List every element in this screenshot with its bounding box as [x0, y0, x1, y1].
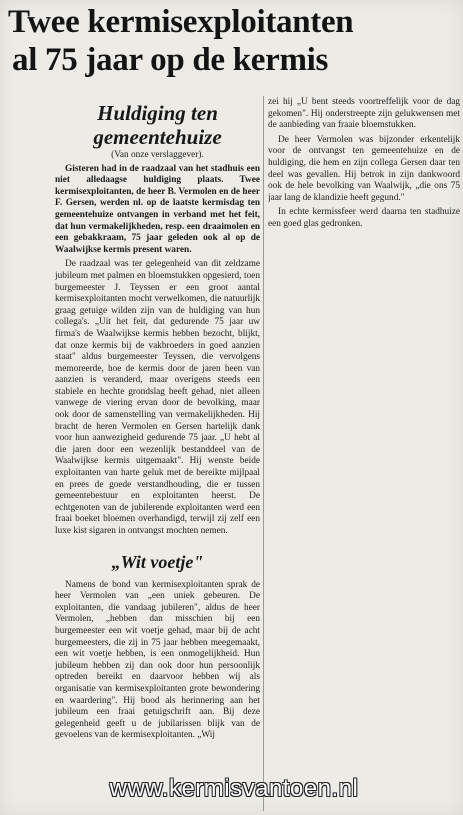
headline-line-1: Twee kermisexploitanten	[8, 4, 354, 40]
article-right-column	[268, 97, 460, 257]
article-left-column	[55, 97, 260, 805]
body-paragraph: zei hij „U bent steeds voortreffelijk voor de dag gekomen". Hij onderstreepte zijn gelukwensen met de aanbieding van fraaie bloemstukken.	[268, 97, 460, 131]
column-divider	[263, 96, 264, 811]
subhead-wit-voetje: „Wit voetje"	[111, 551, 204, 572]
body-paragraph: Namens de bond van kermisexploitanten sprak de heer Vermolen van „een uniek gebeuren. De exploitanten, die vandaag jubileren", aldus de heer Vermolen, „hebben dan misschien bij een burgemeester een wit voetje gehad, maar bij de acht burgemeesters, die zij in 75 jaar hebben meegemaakt, een wit voetje hebben, is een onmogelijkheid. Hun jubileum hebben zij dan ook door hun persoonlijk optreden bereikt en daarvoor hebben wij als organisatie van kermisexploitanten grote bewondering en waardering". Hij bood als herinnering aan het jubileum een fraai getuigschrift aan. Bij deze gelegenheid geeft u de jubilarissen blijk van de gevoelens van de kermisexploitanten. „Wij	[55, 579, 260, 741]
body-paragraph: De heer Vermolen was bijzonder erkentelijk voor de ontvangst ten gemeentehuize en de huldiging, die hem en zijn collega Gersen daar ten deel was gevallen. Hij betrok in zijn dankwoord ook de hele bevolking van Waalwijk, „die ons 75 jaar lang de klandizie heeft gegund."	[268, 134, 460, 203]
byline: (Van onze verslaggever).	[111, 150, 204, 160]
intro-paragraph: Gisteren had in de raadzaal van het stadhuis een niet alledaagse huldiging plaats. Twee kermisexploitanten, de heer B. Vermolen en de heer F. Gersen, werden nl. op de laatste kermisdag ten gemeentehuize ontvangen in verband met het feit, dat hun vermakelijkheden, resp. een draaimolen en een gebakkraam, 75 jaar geleden ook al op de Waalwijkse kermis present waren.	[55, 163, 260, 255]
headline-line-2: al 75 jaar op de kermis	[12, 42, 329, 78]
watermark: www.kermisvantoen.nl	[109, 775, 359, 802]
body-paragraph: De raadzaal was ter gelegenheid van dit zeldzame jubileum met palmen en bloemstukken opgesierd, toen burgemeester J. Teyssen er een groot aantal kermisexploitanten mocht verwelkomen, die natuurlijk graag getuige wilden zijn van de huldiging van hun collega's. „Uit het feit, dat gedurende 75 jaar uw firma's de Waalwijkse kermis hebben bezocht, blijkt, dat onze kermis bij de vakbroeders in goed aanzien staat" aldus burgemeester Teyssen, die vervolgens memoreerde, hoe de kermis door de jaren heen van aanzien is veranderd, maar overigens steeds een stabiele en hechte grondslag heeft gehad, niet alleen vanwege de viering ervan door de bevolking, maar ook door de samenstelling van vermakelijkheden. Hij bracht de heren Vermolen en Gersen hartelijk dank voor hun aanwezigheid gedurende 75 jaar. „U hebt al die jaren door een wezenlijk bestanddeel van de Waalwijkse kermis uitgemaakt". Hij wenste beide exploitanten van harte geluk met de bereikte mijlpaal en prees de goede verstandhouding, die er tussen gemeentebestuur en exploitanten heerst. De echtgenoten van de jubilerende exploitanten werd een fraai boeket bloemen overhandigd, terwijl zij zelf een luxe kist sigaren in ontvangst mochten nemen.	[55, 259, 260, 536]
body-paragraph: In echte kermissfeer werd daarna ten stadhuize een goed glas gedronken.	[268, 207, 460, 229]
headline	[8, 3, 460, 79]
subhead-huldiging: Huldiging ten gemeentehuize	[93, 101, 222, 149]
